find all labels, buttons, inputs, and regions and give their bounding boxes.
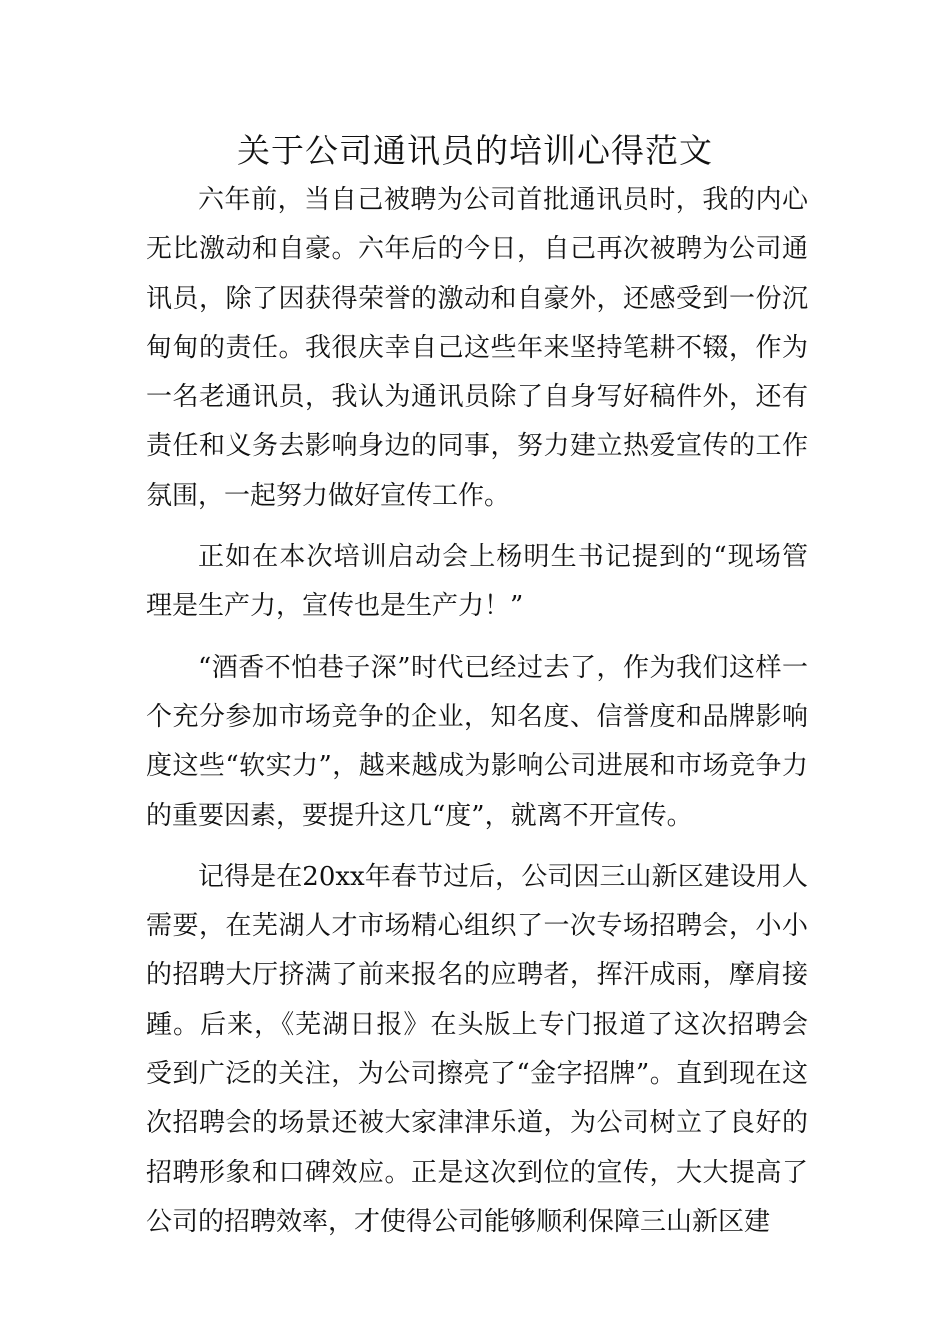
paragraph-3: “酒香不怕巷子深”时代已经过去了，作为我们这样一个充分参加市场竞争的企业，知名度、信誉度和品牌影响度这些“软实力”，越来越成为影响公司进展和市场竞争力的重要因素，要提升这几“度”，就离不开宣传。 (146, 652, 808, 831)
paragraph-2: 正如在本次培训启动会上杨明生书记提到的“现场管理是生产力，宣传也是生产力！” (146, 542, 808, 622)
paragraph-4: 记得是在20xx年春节过后，公司因三山新区建设用人需要，在芜湖人才市场精心组织了一次专场招聘会，小小的招聘大厅挤满了前来报名的应聘者，挥汗成雨，摩肩接踵。后来，《芜湖日报》在头版上专门报道了这次招聘会受到广泛的关注，为公司擦亮了“金字招牌”。直到现在这次招聘会的场景还被大家津津乐道，为公司树立了良好的招聘形象和口碑效应。正是这次到位的宣传，大大提高了公司的招聘效率，才使得公司能够顺利保障三山新区建 (146, 861, 808, 1237)
page-title: 关于公司通讯员的培训心得范文 (237, 131, 713, 170)
document-body (146, 176, 808, 1259)
paragraph-1: 六年前，当自己被聘为公司首批通讯员时，我的内心无比激动和自豪。六年后的今日，自己再次被聘为公司通讯员，除了因获得荣誉的激动和自豪外，还感受到一份沉甸甸的责任。我很庆幸自己这些年来坚持笔耕不辍，作为一名老通讯员，我认为通讯员除了自身写好稿件外，还有责任和义务去影响身边的同事，努力建立热爱宣传的工作氛围，一起努力做好宣传工作。 (146, 185, 808, 511)
